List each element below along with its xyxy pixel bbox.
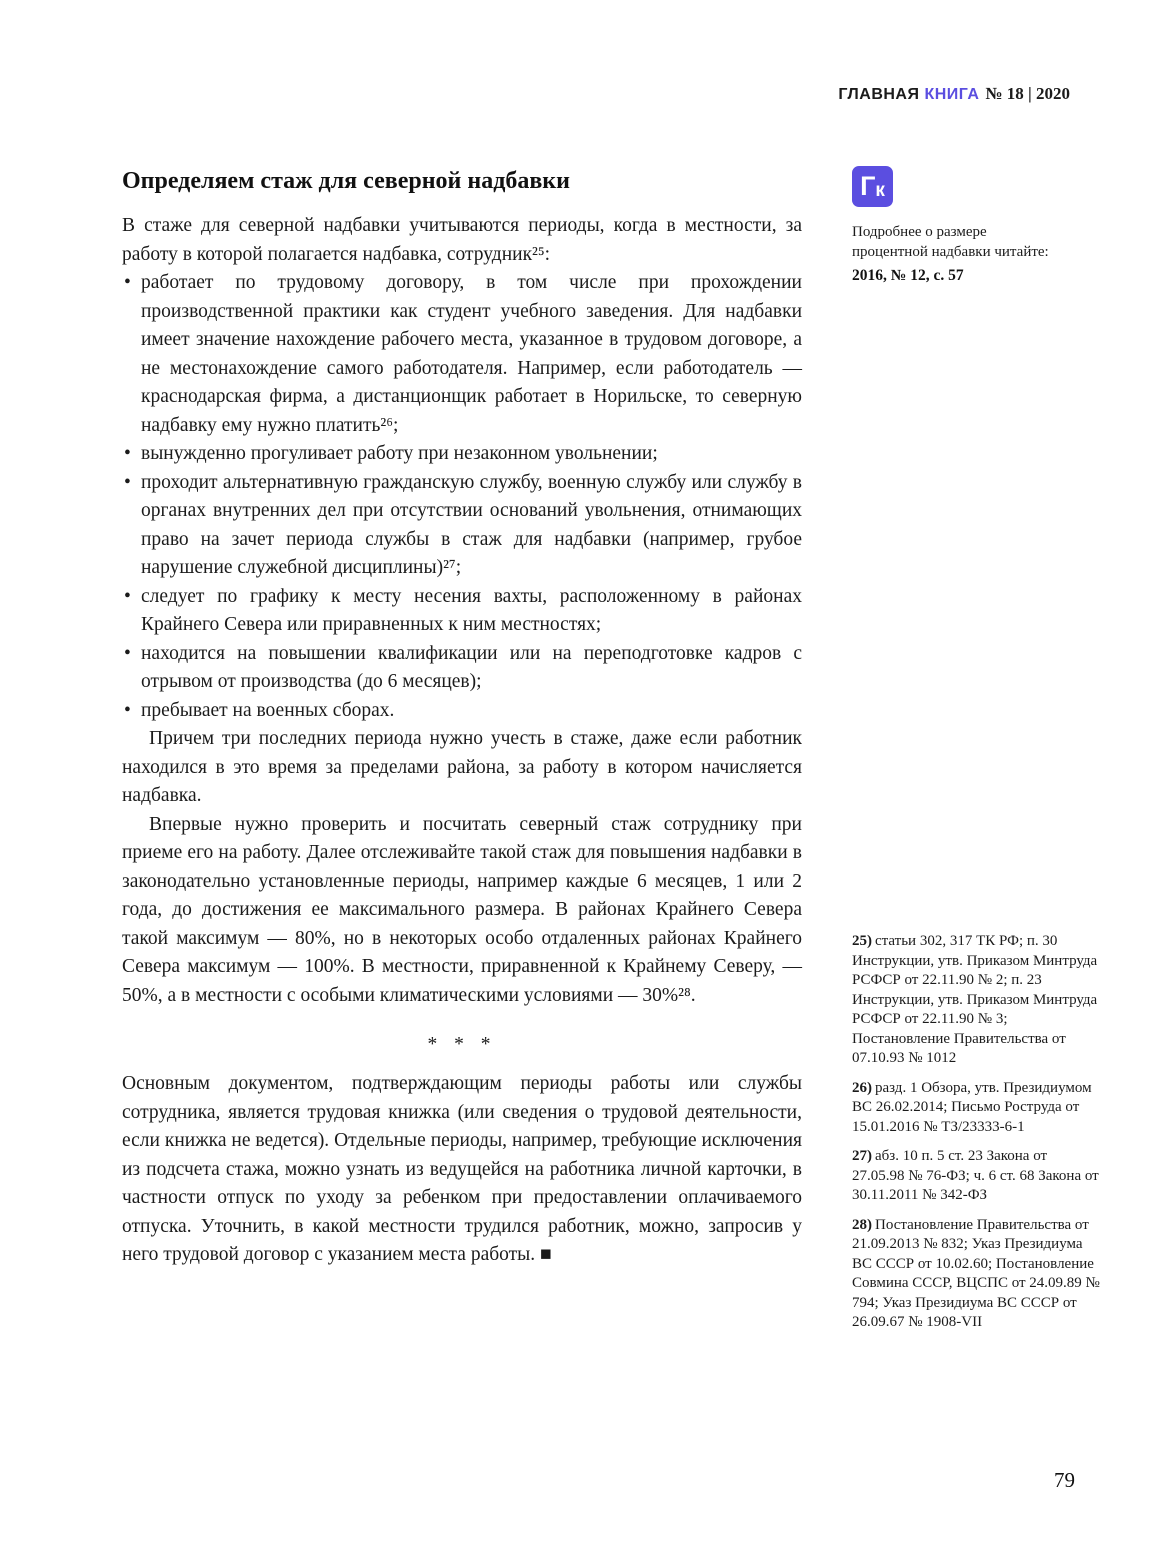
footnote-25 bbox=[852, 932, 1100, 1069]
footnotes-column bbox=[852, 932, 1100, 1343]
magazine-name-accent: КНИГА bbox=[924, 86, 980, 103]
footnote-number: 27) bbox=[852, 1148, 872, 1164]
footnote-text: статьи 302, 317 ТК РФ; п. 30 Инструкции, утв. Приказом Минтруда РСФСР от 22.11.90 № 2; п. 23 Инструкции, утв. Приказом Минтруда РСФСР от 22.11.90 № 3; Постановление Правительства от 07.10.93 № 1012 bbox=[852, 933, 1098, 1066]
bullet-item: • находится на повышении квалификации или на переподготовке кадров с отрывом от производства (до 6 месяцев); bbox=[122, 640, 802, 697]
footnote-27 bbox=[852, 1147, 1100, 1206]
magazine-name: ГЛАВНАЯ bbox=[838, 86, 920, 103]
footnote-text: Постановление Правительства от 21.09.2013 № 832; Указ Президиума ВС СССР от 10.02.60; Постановление Совмина СССР, ВЦСПС от 24.09.89 № 794; Указ Президиума ВС СССР от 26.09.67 № 1908-VII bbox=[852, 1216, 1100, 1330]
article-column bbox=[122, 166, 802, 1270]
bullet-list bbox=[122, 269, 802, 725]
bullet-item: • вынужденно прогуливает работу при незаконном увольнении; bbox=[122, 440, 802, 469]
gk-logo-icon bbox=[852, 166, 893, 207]
article-closing-paragraph: Основным документом, подтверждающим периоды работы или службы сотрудника, является трудовая книжка (или сведения о трудовой деятельности, если книжка не ведется). Отдельные периоды, например, требующие исключения из подсчета стажа, можно узнать из ведущейся на работника личной карточки, в частности отпуск по уходу за ребенком при предоставлении оплачиваемого отпуска. Уточнить, в какой местности трудился работник, можно, запросив у него трудовой договор с указанием места работы. ■ bbox=[122, 1073, 802, 1265]
article-paragraph: Впервые нужно проверить и посчитать северный стаж сотруднику при приеме его на работу. Далее отслеживайте такой стаж для повышения надбавки в законодательно установленные периоды, например каждые 6 месяцев, 1 или 2 года, до достижения ее максимального размера. В районах Крайнего Севера такой максимум — 80%, но в некоторых особо отдаленных районах Крайнего Севера максимум — 100%. В местности, приравненной к Крайнему Северу, — 50%, а в местности с особыми климатическими условиями — 30%²⁸. bbox=[122, 813, 802, 1006]
bullet-item: • работает по трудовому договору, в том числе при прохождении производственной практики как студент учебного заведения. Для надбавки имеет значение нахождение рабочего места, указанное в трудовом договоре, а не местонахождение самого работодателя. Например, если работодатель — краснодарская фирма, а дистанционщик работает в Норильске, то северную надбавку ему нужно платить²⁶; bbox=[122, 269, 802, 440]
article-title: Определяем стаж для северной надбавки bbox=[122, 168, 570, 194]
bullet-item: • проходит альтернативную гражданскую службу, военную службу или службу в органах внутренних дел при отсутствии оснований увольнения, отнимающих право на зачет периода службы в стаж для надбавки (например, грубое нарушение служебной дисциплины)²⁷; bbox=[122, 469, 802, 583]
page-number: 79 bbox=[1054, 1468, 1075, 1492]
page-header bbox=[838, 84, 1070, 104]
sidebar-note-block bbox=[852, 166, 1092, 286]
issue-number: № 18 | 2020 bbox=[985, 84, 1070, 103]
article-intro: В стаже для северной надбавки учитываются периоды, когда в местности, за работу в которой полагается надбавка, сотрудник²⁵: bbox=[122, 215, 802, 265]
article-paragraph: Причем три последних периода нужно учесть в стаже, даже если работник находился в это время за пределами района, за работу в котором начисляется надбавка. bbox=[122, 728, 802, 806]
sidebar-note-text: Подробнее о размере процентной надбавки читайте: bbox=[852, 224, 1049, 260]
footnote-number: 28) bbox=[852, 1216, 872, 1233]
gk-logo-letter-g: Г bbox=[860, 171, 876, 201]
gk-logo-letter-k: к bbox=[875, 180, 885, 201]
sidebar-note-reference: 2016, № 12, с. 57 bbox=[852, 267, 964, 284]
footnote-text: разд. 1 Обзора, утв. Президиумом ВС 26.02.2014; Письмо Роструда от 15.01.2016 № ТЗ/23333-6-1 bbox=[852, 1079, 1092, 1135]
footnote-number: 25) bbox=[852, 933, 872, 949]
section-separator: * * * bbox=[427, 1034, 497, 1055]
footnote-26 bbox=[852, 1079, 1100, 1138]
bullet-item: • следует по графику к месту несения вахты, расположенному в районах Крайнего Севера или приравненных к ним местностях; bbox=[122, 583, 802, 640]
footnote-text: абз. 10 п. 5 ст. 23 Закона от 27.05.98 № 76-ФЗ; ч. 6 ст. 68 Закона от 30.11.2011 № 342-ФЗ bbox=[852, 1148, 1099, 1203]
footnote-28 bbox=[852, 1216, 1100, 1333]
footnote-number: 26) bbox=[852, 1079, 872, 1096]
bullet-item: • пребывает на военных сборах. bbox=[122, 697, 802, 726]
